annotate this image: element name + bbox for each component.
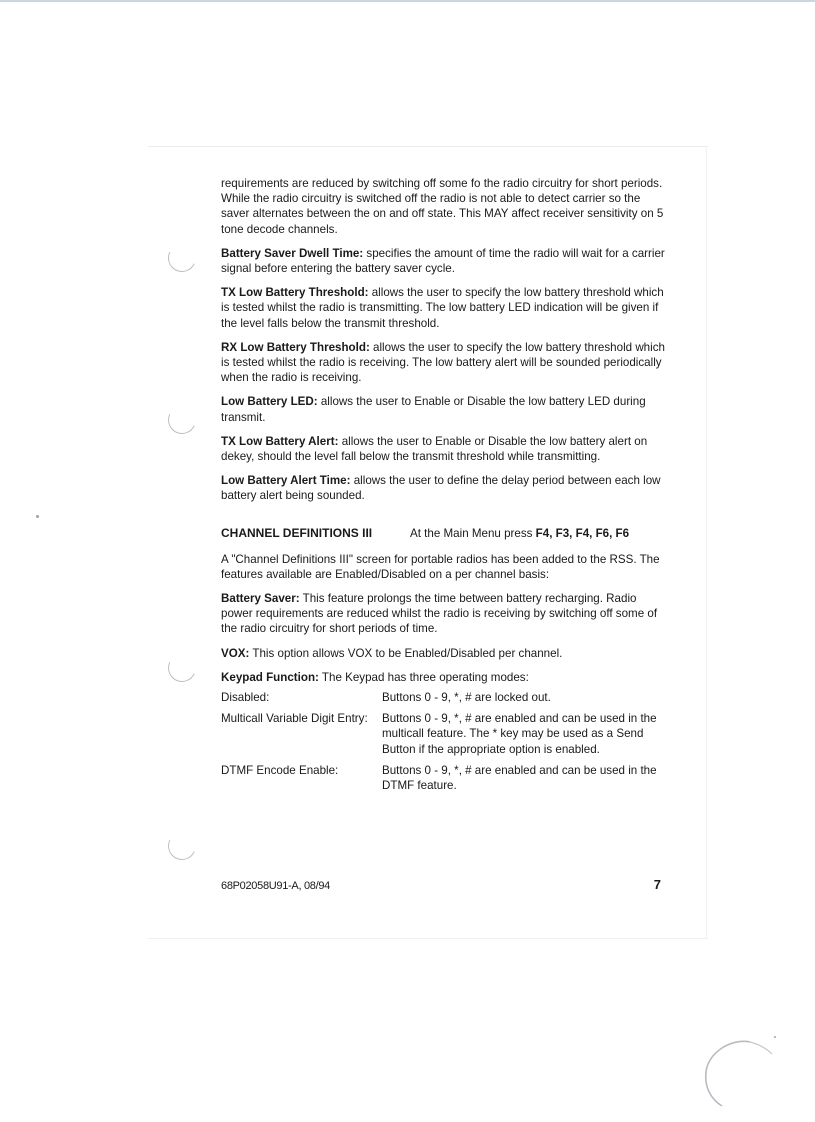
pencil-mark-icon <box>700 1030 780 1110</box>
definition-tx-threshold <box>221 285 667 331</box>
definition-text: allows the user to specify the low battery threshold which is tested whilst the radio is receiving. The low battery alert will be sounded periodically when the radio is receiving. <box>221 340 665 385</box>
scan-top-rule <box>0 0 815 2</box>
feature-battery-saver <box>221 591 667 637</box>
keypad-mode-row <box>221 690 667 705</box>
binder-hole-icon <box>164 402 200 438</box>
feature-keypad-function <box>221 670 667 685</box>
definition-text: allows the user to Enable or Disable the low battery alert on dekey, should the level fall below the transmit threshold while transmitting. <box>221 434 648 464</box>
feature-term: VOX: <box>221 646 250 660</box>
mode-description: Buttons 0 - 9, *, # are enabled and can be used in the DTMF feature. <box>382 763 657 793</box>
binder-hole-icon <box>164 828 200 864</box>
mode-description: Buttons 0 - 9, *, # are enabled and can be used in the multicall feature. The * key may be used as a Send Button if the appropriate option is enabled. <box>382 712 657 756</box>
definition-dwell-time <box>221 246 667 276</box>
feature-text: This option allows VOX to be Enabled/Disabled per channel. <box>249 646 563 660</box>
section-header <box>221 526 667 542</box>
page-edge-right <box>706 146 707 938</box>
nav-keys: F4, F3, F4, F6, F6 <box>535 526 630 540</box>
scan-speck <box>36 515 39 518</box>
feature-vox <box>221 646 667 661</box>
keypad-mode-table <box>221 690 667 793</box>
definition-term: RX Low Battery Threshold: <box>221 340 370 354</box>
mode-label: DTMF Encode Enable: <box>221 763 339 777</box>
menu-navigation-hint <box>410 526 629 541</box>
definition-alert-time <box>221 473 667 503</box>
definition-tx-alert <box>221 434 667 464</box>
definition-term: TX Low Battery Alert: <box>221 434 339 448</box>
page-edge-top <box>148 146 708 147</box>
document-number: 68P02058U91-A, 08/94 <box>221 880 330 892</box>
page-number: 7 <box>653 877 661 892</box>
intro-paragraph: requirements are reduced by switching off some fo the radio circuitry for short periods. While the radio circuitry is switched off the radio is not able to detect carrier so the saver alternates between the on and off state. This MAY affect receiver sensitivity on 5 tone decode channels. <box>221 177 664 236</box>
binder-hole-icon <box>164 650 200 686</box>
nav-prefix: At the Main Menu press <box>410 526 536 540</box>
section-intro: A "Channel Definitions III" screen for portable radios has been added to the RSS. The features available are Enabled/Disabled on a per channel basis: <box>221 552 660 581</box>
definition-term: Battery Saver Dwell Time: <box>221 246 364 260</box>
document-body <box>221 176 667 799</box>
definition-term: TX Low Battery Threshold: <box>221 286 369 300</box>
section-title: CHANNEL DEFINITIONS III <box>221 525 373 540</box>
feature-term: Keypad Function: <box>221 670 319 684</box>
definition-term: Low Battery Alert Time: <box>221 474 351 488</box>
feature-text: The Keypad has three operating modes: <box>318 670 529 684</box>
definition-rx-threshold <box>221 340 667 386</box>
binder-hole-icon <box>164 240 200 276</box>
keypad-mode-row <box>221 711 667 757</box>
definition-text: allows the user to specify the low battery threshold which is tested whilst the radio is transmitting. The low battery LED indication will be given if the level falls below the transmit threshold. <box>221 286 664 330</box>
mode-description: Buttons 0 - 9, *, # are locked out. <box>382 691 551 705</box>
definition-battery-led <box>221 394 667 424</box>
definition-term: Low Battery LED: <box>221 395 318 409</box>
feature-term: Battery Saver: <box>221 592 300 606</box>
mode-label: Disabled: <box>221 691 270 705</box>
mode-label: Multicall Variable Digit Entry: <box>221 712 368 726</box>
definition-text: allows the user to define the delay period between each low battery alert being sounded. <box>221 474 661 503</box>
page-edge-bottom <box>148 938 708 939</box>
feature-text: This feature prolongs the time between battery recharging. Radio power requirements are reduced whilst the radio is receiving by switching off some of the radio circuitry for short periods of time. <box>221 592 658 636</box>
definition-text: allows the user to Enable or Disable the low battery LED during transmit. <box>221 395 646 424</box>
keypad-mode-row <box>221 763 667 793</box>
definition-text: specifies the amount of time the radio will wait for a carrier signal before entering the battery saver cycle. <box>221 246 665 276</box>
